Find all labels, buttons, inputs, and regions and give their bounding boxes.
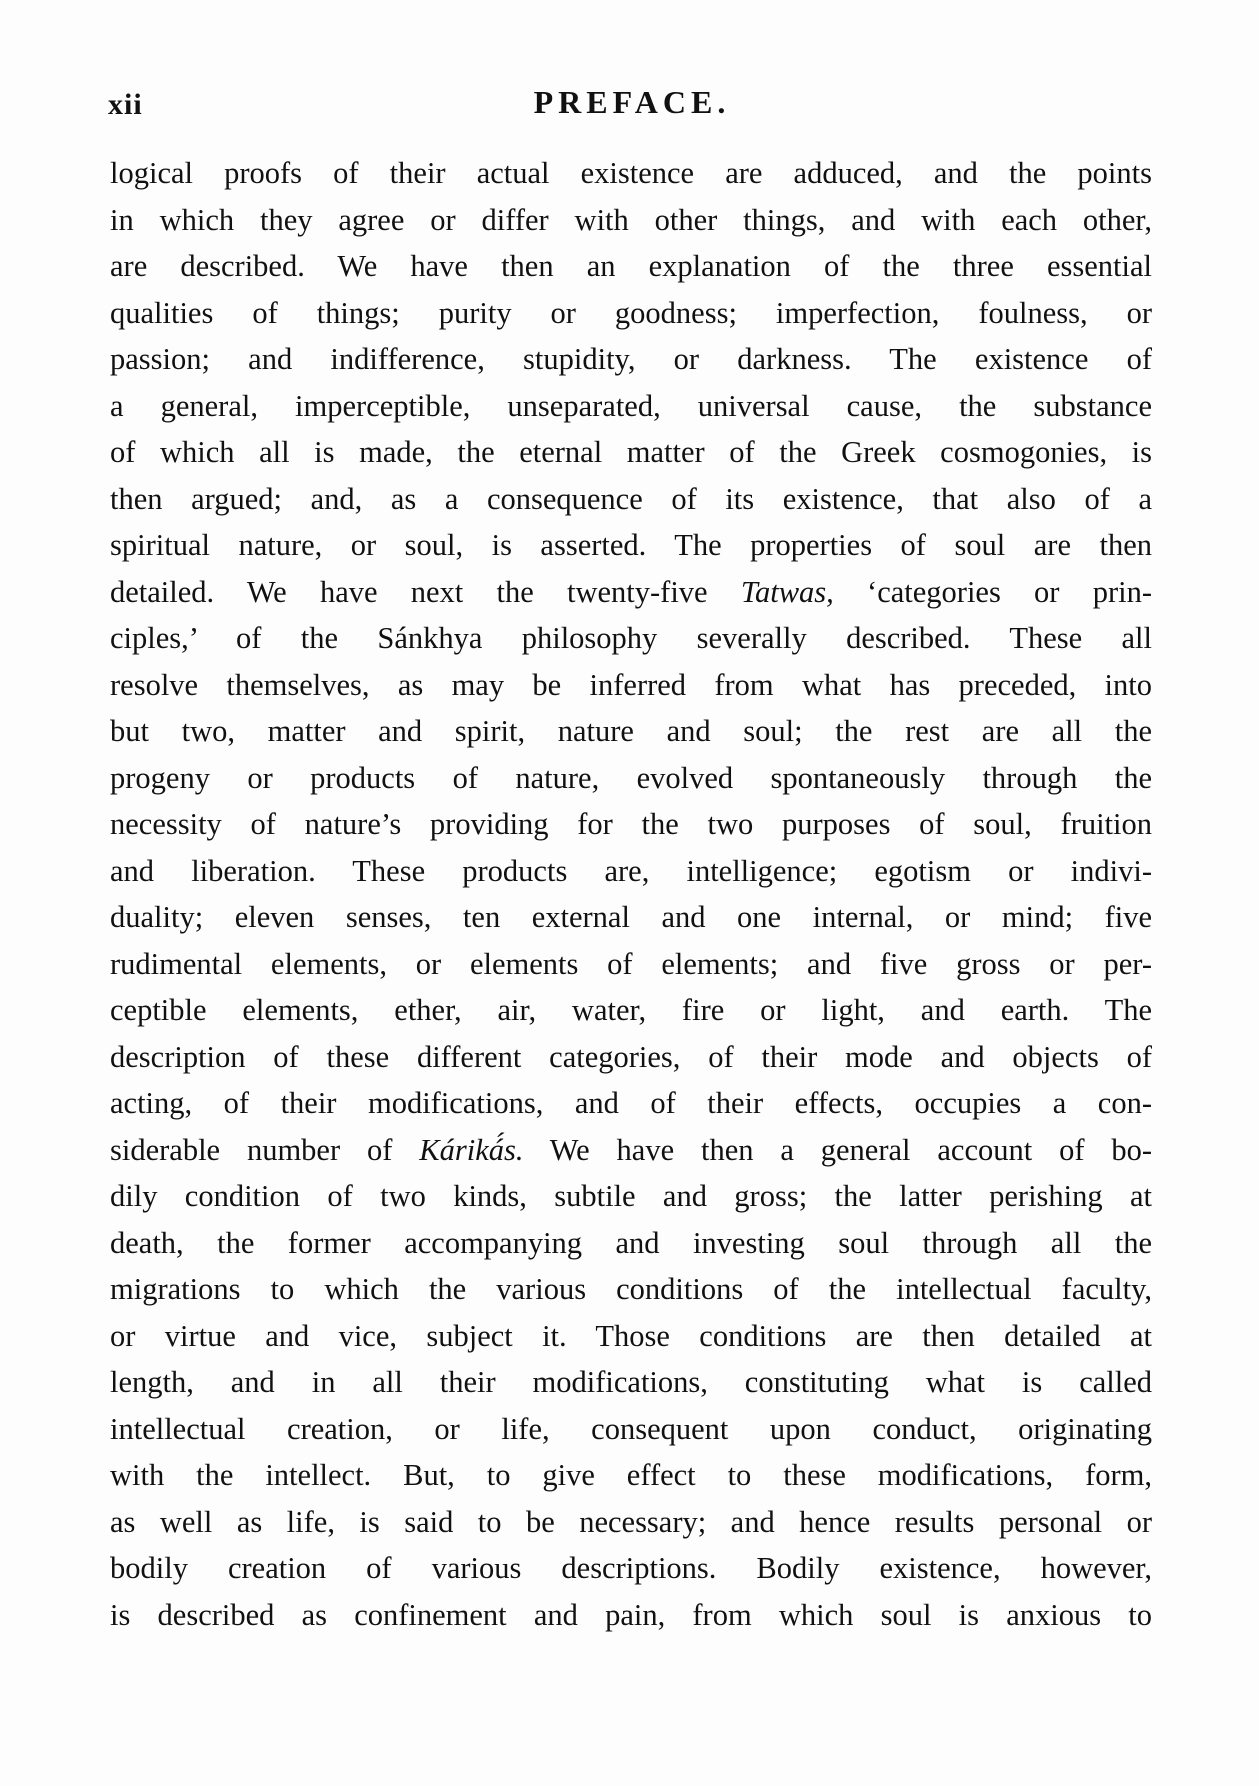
text-line: then argued; and, as a consequence of its existence, that also of a	[110, 481, 1152, 516]
running-head	[108, 80, 1156, 130]
text-line: or virtue and vice, subject it. Those conditions are then detailed at	[110, 1318, 1152, 1353]
text-line: migrations to which the various conditions of the intellectual faculty,	[110, 1272, 1152, 1306]
running-title: PREFACE.	[533, 84, 731, 120]
italic-term: Káriká́s.	[419, 1132, 524, 1167]
text-line: ceptible elements, ether, air, water, fire or light, and earth. The	[110, 993, 1152, 1027]
text-line: qualities of things; purity or goodness; imperfection, foulness, or	[110, 295, 1152, 330]
text-line: in which they agree or differ with other things, and with each other,	[110, 202, 1152, 237]
text-line: rudimental elements, or elements of elements; and five gross or per-	[110, 946, 1152, 981]
text-line: detailed. We have next the twenty-five Tatwas, ‘categories or prin-	[110, 574, 1152, 609]
page-number: xii	[108, 88, 143, 121]
text-line: is described as confinement and pain, from which soul is anxious to	[110, 1597, 1152, 1632]
text-line: progeny or products of nature, evolved spontaneously through the	[110, 760, 1152, 795]
text-line: but two, matter and spirit, nature and soul; the rest are all the	[110, 714, 1152, 748]
text-line: ciples,’ of the Sánkhya philosophy severally described. These all	[110, 621, 1152, 655]
body-text	[110, 150, 1152, 1638]
text-line: description of these different categories, of their mode and objects of	[110, 1039, 1152, 1074]
text-line: as well as life, is said to be necessary; and hence results personal or	[110, 1504, 1152, 1539]
text-line: bodily creation of various descriptions. Bodily existence, however,	[110, 1551, 1152, 1585]
text-line: dily condition of two kinds, subtile and gross; the latter perishing at	[110, 1179, 1152, 1213]
text-line: passion; and indifference, stupidity, or darkness. The existence of	[110, 342, 1152, 376]
text-line: with the intellect. But, to give effect to these modifications, form,	[110, 1458, 1152, 1492]
text-line: spiritual nature, or soul, is asserted. The properties of soul are then	[110, 528, 1152, 562]
text-line: of which all is made, the eternal matter of the Greek cosmogonies, is	[110, 435, 1152, 469]
text-line: acting, of their modifications, and of their effects, occupies a con-	[110, 1086, 1152, 1120]
text-line: and liberation. These products are, intelligence; egotism or indivi-	[110, 853, 1152, 888]
text-line: a general, imperceptible, unseparated, universal cause, the substance	[110, 388, 1152, 423]
italic-term: Tatwas,	[740, 574, 834, 609]
text-line: resolve themselves, as may be inferred from what has preceded, into	[110, 667, 1152, 702]
text-line: death, the former accompanying and investing soul through all the	[110, 1225, 1152, 1260]
text-line: siderable number of Káriká́s. We have then a general account of bo-	[110, 1132, 1152, 1167]
text-line: logical proofs of their actual existence are adduced, and the points	[110, 156, 1152, 190]
text-line: are described. We have then an explanation of the three essential	[110, 249, 1152, 283]
text-line: necessity of nature’s providing for the two purposes of soul, fruition	[110, 807, 1152, 841]
text-line: duality; eleven senses, ten external and one internal, or mind; five	[110, 900, 1152, 934]
text-line: length, and in all their modifications, constituting what is called	[110, 1365, 1152, 1399]
text-line: intellectual creation, or life, consequent upon conduct, originating	[110, 1411, 1152, 1446]
